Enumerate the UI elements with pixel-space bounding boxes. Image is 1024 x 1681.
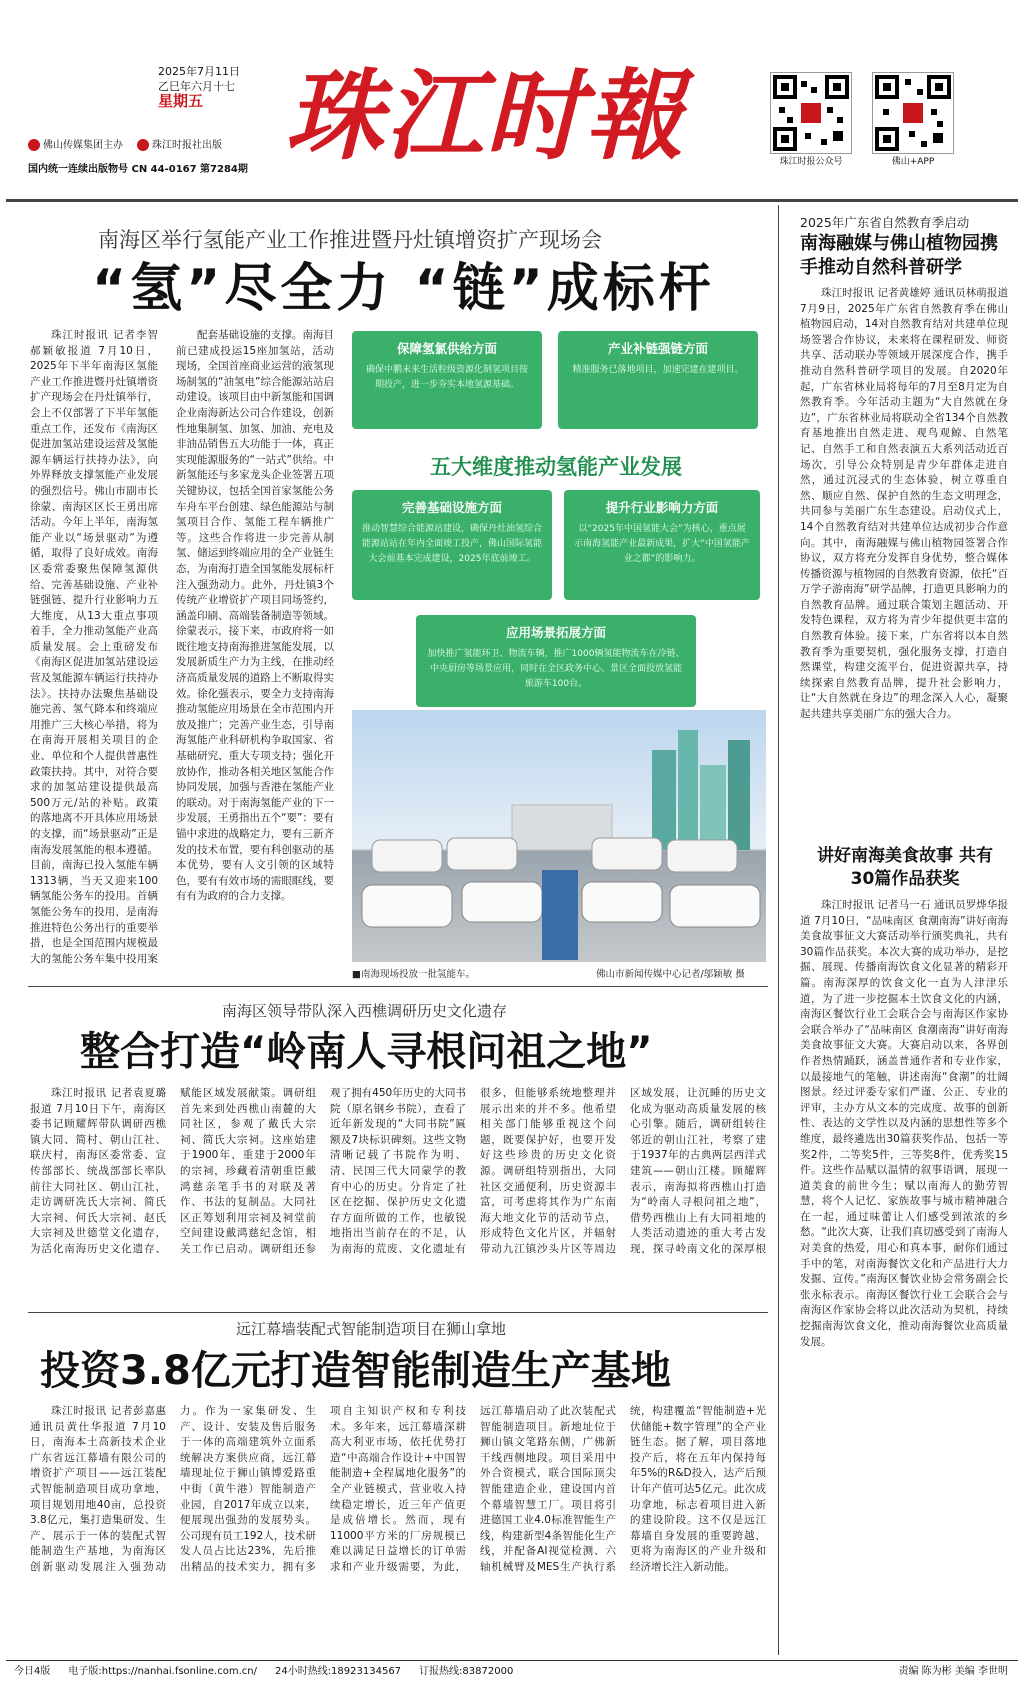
photo-credit: 佛山市新闻传媒中心记者/邬颖敏 摄: [596, 969, 745, 980]
sidebar2-headline: 讲好南海美食故事 共有30篇作品获奖: [817, 846, 993, 889]
footer-edition: 今日4版: [14, 1666, 51, 1677]
sidebar1-kicker: 2025年广东省自然教育季启动: [800, 215, 970, 230]
lead-body-col2: 配套基础设施的支撑。南海目前已建成投运15座加氢站，活动现场，全国首座商业运营的液氢现场制氢的“油氢电”综合能源站站启动建设。该项目由中新氢能和国调企业南海新达公司合作建设，创新性地集制氢、加氢、加油、充电及非油品销售五大功能于一体，真正实现能源服务的“一站式”供给。中新氢能还与多家龙头企业签署五项关键协议，包括全国首家氢能公务车舟车平台创建、绿色能源站与制氢项目合作、氢能工程车辆推广等。这些合作将进一步完善从制氢、储运到终端应用的全产业链生态，为南海打造全国氢能发展标杆注入强劲动力。此外，丹灶镇3个传统产业增资扩产项目同场签约，涵盖印刷、高端装备制造等领域。徐蒙表示，接下来，市政府将一如既往地支持南海推进氢能发展，以发展新质生产力为主线，在推动经济高质量发展的道路上不断取得实效。徐化强表示，要全力支持南海推动氢能应用场景在全市范围内开放及推广；完善产业生态，引导南海氢能产业科研机构争取国家、省基础研究、重大专项支持；强化开放协作，推动各相关地区氢能合作协同发展，加强与香港在氢能产业的联动。对于南海氢能产业的下一步发展，王勇指出五个“要”：要有锚中求进的战略定力，要有三新齐发的技术布置，要有科创驱动的基本优势，要有人文引领的区域特色，要有有效市场的需眼眶线，要有有为政府的合力支撑。: [176, 329, 334, 903]
footer-bar: [6, 1660, 1018, 1678]
qr2-label: 佛山+APP: [891, 157, 935, 167]
qr-code-icon: [770, 72, 852, 154]
article3-body: 珠江时报讯 记者彭嘉惠 通讯员黄仕华报道 7月10日，南海本土高新技术企业广东省远江幕墙有限公司的增资扩产项目——远江装配式智能制造项目成功拿地，项目规划用地40亩，总投资3.8亿元，集打造集研发、生产、展示于一体的装配式智能制造生产基地，为南海区创新驱动发展注入强劲动力。作为一家集研发、生产、设计、安装及售后服务于一体的高端建筑外立面系统解决方案供应商，远江幕墙现址位于狮山镇博爱路重中街（黄牛港）智能制造产业园，自2017年成立以来，便展现出强劲的发展势头。公司现有员工192人，技术研发人员占比达23%，先后推出精品的技术实力，拥有多项自主知识产权和专利技术。多年来，远江幕墙深耕高大利亚市场，依托优势打造“中高端合作设计+中国智能制造+全程属地化服务”的全产业链模式，营业收入持续稳定增长，近三年产值更是成倍增长。然而，现有11000平方米的厂房规模已难以满足日益增长的订单需求和产业升级需要，为此，远江幕墙启动了此次装配式智能制造项目。新地址位于狮山镇文笔路东侧，广佛新干线西侧地段。项目采用中外合资模式，联合国际顶尖智能建造企业，建设国内首个幕墙智慧工厂。项目将引进德国工业4.0标准智能生产线，构建新型4条智能化生产线，并配备AI视觉检测、六轴机械臂及MES生产执行系统，构建覆盖“智能制造+光伏储能+数字管理”的全产业链生态。据了解，项目落地投产后，将在五年内保持每年5%的R&D投入，达产后预计年产值可达5亿元。此次成功拿地，标志着项目进入新的建设阶段。这不仅是远江幕墙自身发展的重要跨越，更将为南海区的产业升级和经济增长注入新动能。: [30, 1405, 766, 1573]
infobox-industry-chain: 产业补链强链方面 精准服务已落地项目，加速完建在建项目。: [558, 331, 758, 429]
section-rule: [28, 1312, 768, 1313]
infobox-influence: 提升行业影响力方面 以“2025年中国氢能大会”为核心，重点展示南海氢能产业最新成果，扩大“中国氢能产业之都”的影响力。: [564, 490, 760, 600]
infobox-hydrogen-supply: 保障氢氯供给方面 确保中鹏未来生活粒级资源化制氢项目按期投产，进一步夯实本地氢源基础。: [352, 331, 542, 429]
foshan-media-logo-icon: [28, 139, 40, 151]
vehicles-illustration-icon: [352, 710, 766, 962]
hydrogen-vehicles-photo: [352, 710, 766, 962]
qr-official-account[interactable]: [770, 72, 852, 167]
cn-number: 国内统一连续出版物号 CN 44-0167 第7284期: [28, 164, 248, 175]
photo-caption: ■南海现场投放一批氢能车。: [352, 969, 475, 980]
sidebar1-headline: 南海融媒与佛山植物园携手推动自然科普研学: [800, 233, 998, 278]
infobox-application: 应用场景拓展方面 加快推广氢能环卫、物流车辆，推广1000辆氢能物流车在冷链、中央厨房等场景应用，同时在全区政务中心、景区全面投放氢能旅游车100台。: [416, 615, 696, 707]
masthead-rule: [6, 199, 1018, 202]
zhujiang-times-logo-icon: [137, 139, 149, 151]
sidebar2-body: 珠江时报讯 记者马一石 通讯员罗烨华报道 7月10日，“品味南区 食潮南海”讲好南海美食故事征文大赛活动举行颁奖典礼，共有30篇作品获奖。本次大赛的成功举办，是挖掘、展现、传播南海饮食文化显著的精彩开篇。南海深厚的饮食文化一直为人津津乐道，为了进一步挖掘本土饮食文化的内涵，南海区餐饮行业工会联合会与南海区作家协会联合举办了“品味南区 食潮南海”讲好南海美食故事征文大赛。大赛启动以来，各界创作者热情踊跃，涵盖普通作者和专业作家，以最接地气的笔触，讲述南海“食潮”的壮阔图景。经过评委专家们严谨、公正、专业的评审，主办方从文本的完成度、故事的创新性、表达的文学性以及内涵的思想性等多个维度，最终遴选出30篇获奖作品，包括一等奖2件，二等奖5件，三等奖8件，优秀奖15件。这些作品赋以温情的叙事语调，展现一道美食的前世今生；赋以南海人的勤劳智慧，将个人记忆、家族故事与城市精神融合在一起，通过味蕾让人们感受到浓浓的乡愁。“此次大赛，让我们真切感受到了南海人对美食的热爱，用心和真本事，耐你们通过手中的笔，对南海餐饮文化和产品进行大力发掘、宣传。”南海区餐饮业协会常务副会长张永标表示。南海区餐饮行业工会联合会与南海区作家协会将以此次活动为契机，持续挖掘南海饮食文化，推动南海餐饮业高质量发展。: [800, 899, 1008, 1348]
section-rule: [28, 986, 768, 987]
sidebar1-body: 珠江时报讯 记者黄雄婷 通讯员林萌报道 7月9日，2025年广东省自然教育季在佛山植物园启动，14对自然教育结对共建单位现场签署合作协议，未来将在课程研发、师资共享、活动联办等领域开展深度合作，携手推动自然科普研学项目的发展。自2020年起，广东省林业局将每年的7月至8月定为自然教育季。今年活动主题为“大自然就在身边”，广东省林业局将联动全省134个自然教育基地推出自然走进、观鸟观鲸、自然笔记、自然手工和自然表演五大系列活动近百场次，引导公众特别是青少年群体走进自然，通过沉浸式的生态体验，树立尊重自然、顺应自然、保护自然的生态文明理念，共同参与美丽广东生态建设。启动仪式上，14个自然教育结对共建单位达成初步合作意向。其中，南海融媒与佛山植物园签署合作协议，双方将充分发挥自身优势，整合媒体传播资源与植物园的自然教育资源，依托“百万学子游南海”研学品牌，打造更具影响力的自然教育品牌。通过联合策划主题活动、开发特色课程，双方将为青少年提供更丰富的自然教育体验。接下来，广东省将以本自然教育季为重要契机，强化服务支撑，打造自然课堂，构建交流平台，促进资源共享，持续探索自然教育品牌，提升社会影响力，让“大自然就在身边”的理念深入人心，凝聚起共建共享美丽广东的强大合力。: [800, 287, 1008, 721]
issue-date: 2025年7月11日: [158, 65, 240, 78]
infobox-infrastructure: 完善基础设施方面 推动智慧综合能源站建设，确保丹灶油氢综合能源站站在年内全面竣工投产，佛山国际氢能大会前基本完成建设，2025年底前竣工。: [352, 490, 552, 600]
article2-kicker: 南海区领导带队深入西樵调研历史文化遗存: [222, 1002, 508, 1020]
newspaper-title: 珠江时報: [285, 59, 686, 174]
lead-kicker: 南海区举行氢能产业工作推进暨丹灶镇增资扩产现场会: [98, 228, 602, 252]
footer-editor: 责编 陈为彬 美编 李世明: [898, 1666, 1008, 1677]
article3-headline: 投资3.8亿元打造智能制造生产基地: [40, 1348, 671, 1394]
footer-hotline: 24小时热线:18923134567: [274, 1666, 402, 1677]
masthead-date-block: [158, 64, 240, 109]
lead-headline: “氢”尽全力 “链”成标杆: [92, 259, 715, 319]
article3-kicker: 远江幕墙装配式智能制造项目在狮山拿地: [236, 1320, 507, 1338]
qr1-label: 珠江时报公众号: [779, 157, 843, 167]
qr-code-icon: [872, 72, 954, 154]
infographic-title: 五大维度推动氢能产业发展: [430, 455, 682, 479]
sponsor-row: [28, 136, 222, 151]
article2-headline: 整合打造“岭南人寻根问祖之地”: [80, 1029, 653, 1075]
sponsor-2: 珠江时报社出版: [137, 136, 222, 151]
footer-epaper-link[interactable]: 电子版:https://nanhai.fsonline.com.cn/: [68, 1666, 257, 1677]
column-divider: [778, 205, 779, 1655]
article2-body: 珠江时报讯 记者袁夏璐报道 7月10日下午，南海区委书记顾耀辉带队调研西樵镇大同、简村、朝山江社、联庆村，南海区委常委、宣传部部长、统战部部长率队前往大同社区、朝山江社，走访调研冼氏大宗祠、简氏大宗祠、何氏大宗祠、赵氏大宗祠及世德堂文化遗存，为活化南海历史文化遗存、赋能区域发展献策。调研组首先来到处西樵山南麓的大同社区，参观了戴氏大宗祠、简氏大宗祠。这座始建于1900年、重建于2000年的宗祠，珍藏着清朝重臣戴鸿慈亲笔手书的对联及著作、书法的复制品。大同社区正筹划利用宗祠及祠堂前空间建设戴鸿慈纪念馆，相关工作已启动。调研组还参观了拥有450年历史的大同书院（原名钢乡书院），查看了近年新发现的“大同书院”匾额及7块标识碑刻。这些文物清晰记载了书院作为明、清、民国三代大同蒙学的教育中心的历史。分肯定了社区在挖掘、保护历史文化遗存方面所做的工作，也敏锐地指出当前存在的不足，认为南海的荒废、文化遗址有很多，但能够系统地整理并展示出来的并不多。他希望相关部门能够重视这个问题，既要保护好，也要开发好这些珍贵的历史文化资源。调研组特别指出，大同社区交通便利，历史资源丰富，可考虑将其作为广东南海大地文化节的活动节点，形成特色文化片区，并辐射带动九江镇沙头片区等周边区域发展，让沉睡的历史文化成为驱动高质量发展的核心引擎。随后，调研组转往邻近的朝山江社，考察了建于1937年的古典两层西洋式建筑——朝山江楼。顾耀辉表示，南海拟将西樵山打造为“岭南人寻根问祖之地”，借势西樵山上有大同祖地的人类活动遗迹的重大考古发现，探寻岭南文化的深厚根: [30, 1087, 766, 1255]
hydrogen-infographic: [346, 325, 766, 710]
footer-subscribe: 订报热线:83872000: [419, 1666, 514, 1677]
weekday: 星期五: [158, 92, 204, 110]
lunar-date: 乙巳年六月十七: [158, 80, 235, 93]
qr-app[interactable]: [872, 72, 954, 167]
lead-body-col1: 珠江时报讯 记者李智 郝颖敏报道 7月10日，2025年下半年南海区氢能产业工作推进暨丹灶镇增资扩产现场会在丹灶镇举行，会上不仅部署了下半年氢能重点工作，还发布《南海区促进加氢站建设运营及氢能源车辆运行扶持办法》，向外界释放支撑氢能产业发展的强烈信号。佛山市副市长徐蒙、南海区区长王勇出席活动。今年上半年，南海氢能产业以“场景驱动”为遵循，取得了良好成效。南海区委常委聚焦保障氢源供给、完善基础设施、产业补链强链、提升行业影响力五大维度，从13大重点事项着手，全力推动氢能产业高质量发展。会上重磅发布《南海区促进加氢站建设运营及氢能源车辆运行扶持办法》。扶持办法聚焦基础设施完善、氢气降本和终端应用推广三大核心举措，将为在南海开展相关项目的企业、单位和个人提供普惠性政策扶持。其中，对符合要求的加氢站建设提供最高500万元/站的补贴。政策的落地离不开具体应用场景的支撑，而“场景驱动”正是南海发展氢能的根本遵循。目前，南海已投入氢能车辆1313辆，当天又迎来100辆氢能公务车的投用。首辆氢能公务车的投用，是南海推进特色公务出行的重要举措，也是全国范围内规模最大的氢能公务车集中投用案: [30, 329, 158, 964]
sponsor-1: 佛山传媒集团主办: [28, 136, 123, 151]
